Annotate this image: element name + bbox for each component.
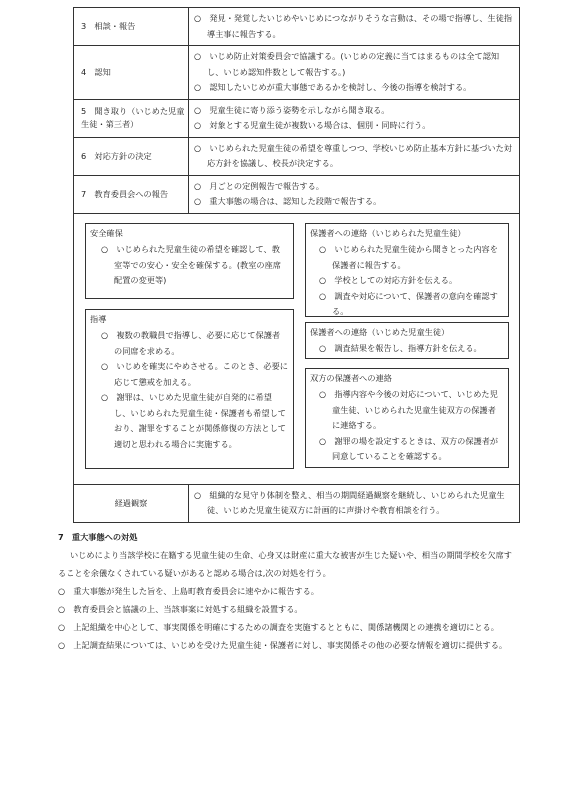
- table-row: [74, 484, 520, 522]
- row-content: [189, 46, 520, 100]
- table-row: [74, 8, 520, 46]
- serious-incident-section: [58, 528, 518, 654]
- row-label: 3 相談・報告: [74, 8, 189, 46]
- list-item: ○ いじめを確実にやめさせる。このとき、必要に応じて懲戒を加える。: [101, 361, 288, 387]
- list-item: ○ 複数の教職員で指導し、必要に応じて保護者の同席を求める。: [101, 330, 281, 356]
- response-boxes-cell: [74, 213, 520, 484]
- list-item: ○ いじめられた児童生徒の希望を尊重しつつ、学校いじめ防止基本方針に基づいた対応方針を協議し、校長が決定する。: [194, 142, 512, 168]
- row-label: 5 聞き取り（いじめた児童生徒・第三者）: [74, 99, 189, 137]
- section-paragraph: いじめにより当該学校に在籍する児童生徒の生命、心身又は財産に重大な被害が生じた疑いや、相当の期間学校を欠席することを余儀なくされている疑いがあると認める場合は,次の対処を行う。: [58, 550, 512, 578]
- list-item: ○ 組織的な見守り体制を整え、相当の期間経過観察を継続し、いじめられた児童生徒、いじめた児童生徒双方に計画的に声掛けや教育相談を行う。: [194, 489, 505, 515]
- table-row: [74, 46, 520, 100]
- list-item: ○ 学校としての対応方針を伝える。: [319, 275, 458, 285]
- row-content: [189, 175, 520, 213]
- list-item: ○ いじめられた児童生徒の希望を確認して、教室等での安心・安全を確保する。(教室の座席配置の変更等): [101, 244, 281, 285]
- row-content: [189, 137, 520, 175]
- row-label: 経過観察: [74, 484, 189, 522]
- list-item: ○ 重大事態の場合は、認知した段階で報告する。: [194, 196, 382, 206]
- section-heading: 7 重大事態への対処: [58, 532, 138, 542]
- list-item: ○ いじめられた児童生徒から聞きとった内容を保護者に報告する。: [319, 244, 498, 270]
- safety-box: [85, 223, 294, 299]
- row-content: [189, 8, 520, 46]
- bully-parents-box: [305, 322, 509, 359]
- list-item: ○ 調査結果を報告し、指導方針を伝える。: [319, 343, 482, 353]
- list-item: ○ 重大事態が発生した旨を、上島町教育委員会に速やかに報告する。: [58, 586, 319, 596]
- list-item: ○ 指導内容や今後の対応について、いじめた児童生徒、いじめられた児童生徒双方の保護者に連絡する。: [319, 389, 498, 430]
- row-label: 7 教育委員会への報告: [74, 175, 189, 213]
- box-title: 保護者への連絡（いじめた児童生徒）: [310, 326, 450, 337]
- list-item: ○ 上記組織を中心として、事実関係を明確にするための調査を実施するとともに、関係諸機関との連携を適切にとる。: [58, 622, 499, 632]
- guidance-box: [85, 309, 294, 469]
- list-item: ○ 謝罪は、いじめた児童生徒が自発的に希望し、いじめられた児童生徒・保護者も希望しており、謝罪をすることが関係修復の方法として適切と思われる場合に実施する。: [101, 392, 286, 449]
- list-item: ○ 発見・発覚したいじめやいじめにつながりそうな言動は、その場で指導し、生徒指導主事に報告する。: [194, 13, 513, 39]
- list-item: ○ 上記調査結果については、いじめを受けた児童生徒・保護者に対し、事実関係その他の必要な情報を適切に提供する。: [58, 640, 508, 650]
- row-content: [189, 484, 520, 522]
- box-title: 指導: [90, 313, 107, 324]
- box-title: 双方の保護者への連絡: [310, 372, 392, 383]
- list-item: ○ 月ごとの定例報告で報告する。: [194, 180, 324, 191]
- table-row: [74, 175, 520, 213]
- list-item: ○ 対象とする児童生徒が複数いる場合は、個別・同時に行う。: [194, 120, 431, 130]
- both-parents-box: [305, 368, 509, 468]
- list-item: ○ 児童生徒に寄り添う姿勢を示しながら聞き取る。: [194, 104, 390, 115]
- table-row: [74, 99, 520, 137]
- list-item: ○ 謝罪の場を設定するときは、双方の保護者が同意していることを確認する。: [319, 435, 499, 461]
- victim-parents-box: [305, 223, 509, 317]
- list-item: ○ いじめ防止対策委員会で協議する。(いじめの定義に当てはまるものは全て認知し、いじめ認知件数として報告する。): [194, 51, 500, 77]
- response-flow-table: [73, 7, 520, 523]
- list-item: ○ 認知したいじめが重大事態であるかを検討し、今後の指導を検討する。: [194, 82, 472, 92]
- box-title: 保護者への連絡（いじめられた児童生徒）: [310, 227, 466, 238]
- box-title: 安全確保: [90, 227, 123, 238]
- row-label: 6 対応方針の決定: [74, 137, 189, 175]
- table-row: [74, 213, 520, 484]
- list-item: ○ 調査や対応について、保護者の意向を確認する。: [319, 290, 498, 316]
- row-content: [189, 99, 520, 137]
- list-item: ○ 教育委員会と協議の上、当該事案に対処する組織を設置する。: [58, 604, 303, 614]
- table-row: [74, 137, 520, 175]
- row-label: 4 認知: [74, 46, 189, 100]
